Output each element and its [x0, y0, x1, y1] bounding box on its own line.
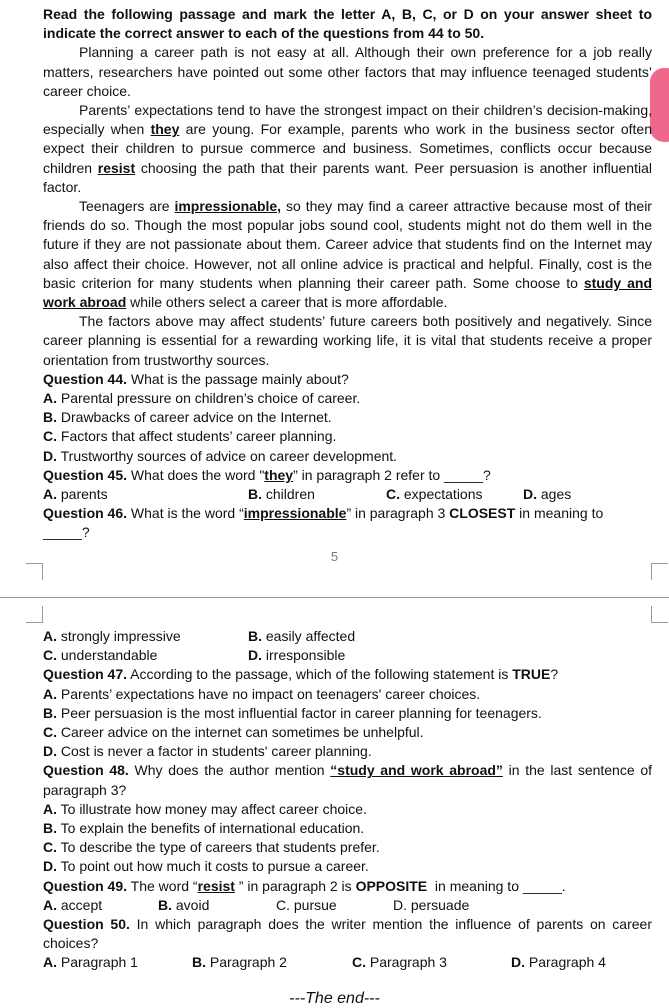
q44-option-a[interactable] — [43, 389, 652, 408]
option-text: Parents’ expectations have no impact on teenagers' career choices. — [57, 685, 481, 702]
word-they: they — [150, 121, 180, 138]
option-letter: D. — [43, 447, 57, 464]
q44-option-c[interactable] — [43, 427, 652, 446]
q44-option-d[interactable] — [43, 447, 652, 466]
page-6-content — [43, 627, 652, 973]
q50-label: Question 50. — [43, 916, 130, 932]
page-number: 5 — [330, 549, 339, 564]
question-44 — [43, 370, 652, 389]
q44-option-b[interactable] — [43, 408, 652, 427]
option-letter: C. — [43, 647, 57, 664]
option-text: To explain the benefits of international education. — [57, 820, 365, 836]
q44-label: Question 44. — [43, 370, 128, 387]
word-resist: resist — [97, 159, 136, 176]
option-letter: D. — [248, 647, 262, 664]
instructions: Read the following passage and mark the letter A, B, C, or D on your answer sheet to indicate the correct answer to each of the questions from 44 to 50. — [43, 6, 652, 42]
page-divider — [0, 597, 669, 598]
q47-text-a: According to the passage, which of the following statement is — [127, 666, 513, 683]
option-text: ages — [537, 486, 572, 503]
option-text: persuade — [407, 896, 470, 913]
q49-option-b[interactable] — [158, 896, 209, 915]
option-letter: B. — [248, 628, 262, 644]
p2-text-b: are young. For example, parents who work in the business sector often expect their children to pursue commerce and business. Sometimes, conflicts occur because children — [43, 121, 652, 176]
option-letter: A. — [43, 800, 57, 817]
option-text: easily affected — [262, 628, 356, 644]
q47-option-b[interactable] — [43, 704, 652, 723]
question-45 — [43, 466, 652, 485]
paragraph-3 — [43, 197, 652, 312]
q48-option-b[interactable] — [43, 819, 652, 838]
question-46 — [43, 504, 652, 523]
q46-closest: CLOSEST — [449, 505, 516, 522]
q49-option-c[interactable] — [276, 896, 337, 915]
q45-option-c[interactable] — [386, 485, 483, 504]
option-letter: A. — [43, 486, 57, 503]
q46-option-a[interactable] — [43, 627, 181, 646]
option-text: To describe the type of careers that students prefer. — [57, 839, 380, 856]
q49-option-a[interactable] — [43, 896, 102, 915]
q46-options-row-2 — [43, 646, 652, 665]
option-letter: B. — [43, 820, 57, 836]
option-text: parents — [57, 486, 108, 503]
q49-text-a: The word “ — [127, 877, 198, 894]
q45-options — [43, 485, 652, 504]
option-text: Paragraph 3 — [366, 954, 447, 971]
p3-text-c: while others select a career that is more affordable. — [126, 294, 448, 311]
q46-text-b: ” in paragraph 3 — [346, 505, 450, 522]
q50-option-c[interactable] — [352, 953, 447, 972]
option-letter: A. — [43, 954, 57, 971]
q46-options-row-1 — [43, 627, 652, 646]
option-text: children — [262, 486, 315, 503]
paragraph-2 — [43, 101, 652, 197]
phrase-study-and-work-abroad: study and work abroad — [43, 274, 652, 311]
option-letter: D. — [393, 896, 407, 913]
page-5-content — [43, 5, 652, 543]
q44-text: What is the passage mainly about? — [127, 370, 349, 387]
q48-label: Question 48. — [43, 762, 129, 779]
option-letter: A. — [43, 390, 57, 407]
q49-options — [43, 896, 652, 915]
option-letter: C. — [43, 839, 57, 856]
q50-options — [43, 953, 652, 972]
option-letter: B. — [248, 486, 262, 503]
q49-word: resist — [197, 877, 235, 894]
question-47 — [43, 665, 652, 684]
word-impressionable: impressionable, — [174, 198, 282, 215]
option-text: Paragraph 2 — [206, 954, 287, 971]
q45-text-a: What does the word " — [127, 466, 265, 483]
q47-option-c[interactable] — [43, 723, 652, 742]
option-letter: D. — [511, 954, 525, 971]
crop-mark — [651, 563, 668, 580]
q46-option-c[interactable] — [43, 646, 157, 665]
q46-label: Question 46. — [43, 505, 128, 522]
option-letter: C. — [43, 428, 57, 445]
question-49 — [43, 877, 652, 896]
q49-text-c: in meaning to _____. — [427, 877, 566, 894]
option-letter: B. — [43, 704, 57, 721]
q46-word: impressionable — [243, 505, 347, 522]
option-text: Factors that affect students’ career planning. — [57, 428, 337, 445]
option-text: Drawbacks of career advice on the Internet. — [57, 409, 332, 426]
crop-mark — [26, 563, 43, 580]
option-letter: C. — [276, 896, 290, 913]
p2-text-c: choosing the path that their parents want. Peer persuasion is another influential factor. — [43, 159, 652, 195]
q48-quote: “study and work abroad” — [330, 762, 503, 779]
crop-mark — [26, 606, 43, 623]
q48-option-a[interactable] — [43, 800, 652, 819]
option-text: Paragraph 1 — [57, 954, 138, 971]
option-letter: B. — [158, 896, 172, 913]
q50-option-a[interactable] — [43, 953, 138, 972]
q49-text-b: ” in paragraph 2 is — [234, 877, 356, 894]
q50-option-d[interactable] — [511, 953, 606, 972]
q46-text-c: in meaning to — [515, 505, 604, 522]
option-text: strongly impressive — [57, 628, 181, 644]
option-letter: B. — [43, 409, 57, 426]
option-text: accept — [57, 896, 103, 913]
q47-true: TRUE — [512, 666, 551, 683]
q48-option-c[interactable] — [43, 838, 652, 857]
q46-option-d[interactable] — [248, 646, 345, 665]
q45-label: Question 45. — [43, 466, 128, 483]
p2-text-a: Parents’ expectations tend to have the strongest impact on their children’s decision-making, especially when — [43, 102, 652, 138]
q47-text-b: ? — [550, 666, 559, 683]
option-text: Paragraph 4 — [525, 954, 606, 971]
option-text: Trustworthy sources of advice on career development. — [57, 447, 398, 464]
q45-option-d[interactable] — [523, 485, 571, 504]
q50-option-b[interactable] — [192, 953, 287, 972]
option-text: understandable — [57, 647, 158, 664]
q49-label: Question 49. — [43, 877, 128, 894]
q47-option-a[interactable] — [43, 685, 652, 704]
q50-text: In which paragraph does the writer mention the influence of parents on career choices? — [43, 916, 652, 952]
option-text: expectations — [400, 486, 483, 503]
q48-text-b: in the last sentence of paragraph 3? — [43, 762, 652, 798]
q46-option-b[interactable] — [248, 627, 355, 646]
q48-option-d[interactable] — [43, 857, 652, 876]
option-text: pursue — [290, 896, 337, 913]
p3-text-a: Teenagers are — [79, 198, 175, 215]
end-marker: ---The end--- — [289, 990, 380, 1007]
option-letter: A. — [43, 628, 57, 644]
option-text: avoid — [172, 896, 210, 913]
option-letter: C. — [43, 723, 57, 740]
option-letter: D. — [523, 486, 537, 503]
option-text: Cost is never a factor in students' career planning. — [57, 743, 372, 760]
option-text: Peer persuasion is the most influential factor in career planning for teenagers. — [57, 704, 542, 721]
option-letter: D. — [43, 743, 57, 760]
option-text: To illustrate how money may affect career choice. — [57, 800, 367, 817]
paragraph-4: The factors above may affect students’ future careers both positively and negatively. Since career planning is essential for a rewarding working life, it is vital that students receive a proper orientation from trustworthy sources. — [43, 313, 652, 368]
q49-option-d[interactable] — [393, 896, 469, 915]
option-letter: B. — [192, 954, 206, 971]
option-letter: A. — [43, 896, 57, 913]
q45-option-a[interactable] — [43, 485, 108, 504]
question-48 — [43, 761, 652, 799]
q45-option-b[interactable] — [248, 485, 315, 504]
q48-text-a: Why does the author mention — [128, 762, 331, 779]
page-6 — [0, 604, 669, 1007]
option-text: irresponsible — [262, 647, 346, 664]
option-text: To point out how much it costs to pursue a career. — [57, 858, 369, 875]
paragraph-1: Planning a career path is not easy at all. Although their own preference for a job really matters, researchers have pointed out some other factors that may influence teenaged students’ career choice. — [43, 44, 652, 99]
q47-option-d[interactable] — [43, 742, 652, 761]
option-letter: C. — [386, 486, 400, 503]
question-50 — [43, 915, 652, 953]
crop-mark — [651, 606, 668, 623]
option-letter: C. — [352, 954, 366, 971]
option-letter: D. — [43, 858, 57, 875]
option-letter: A. — [43, 685, 57, 702]
q46-blank: _____? — [43, 524, 90, 541]
q46-text-a: What is the word “ — [127, 505, 244, 522]
option-text: Parental pressure on children’s choice of career. — [57, 390, 361, 407]
q45-text-b: ” in paragraph 2 refer to _____? — [293, 466, 491, 483]
q47-label: Question 47. — [43, 666, 128, 683]
q45-word: they — [264, 466, 294, 483]
option-text: Career advice on the internet can sometimes be unhelpful. — [57, 723, 424, 740]
p3-text-b: so they may find a career attractive because most of their friends do so. Though the most popular jobs sound cool, students might not do them well in the future if they are not passionate about them. Career advice that students find on the Internet may also affect their choice. However, not all online advice is practical and helpful. Finally, cost is the basic criterion for many students when planning their career path. Some choose to — [43, 198, 652, 291]
q49-opposite: OPPOSITE — [355, 877, 428, 894]
